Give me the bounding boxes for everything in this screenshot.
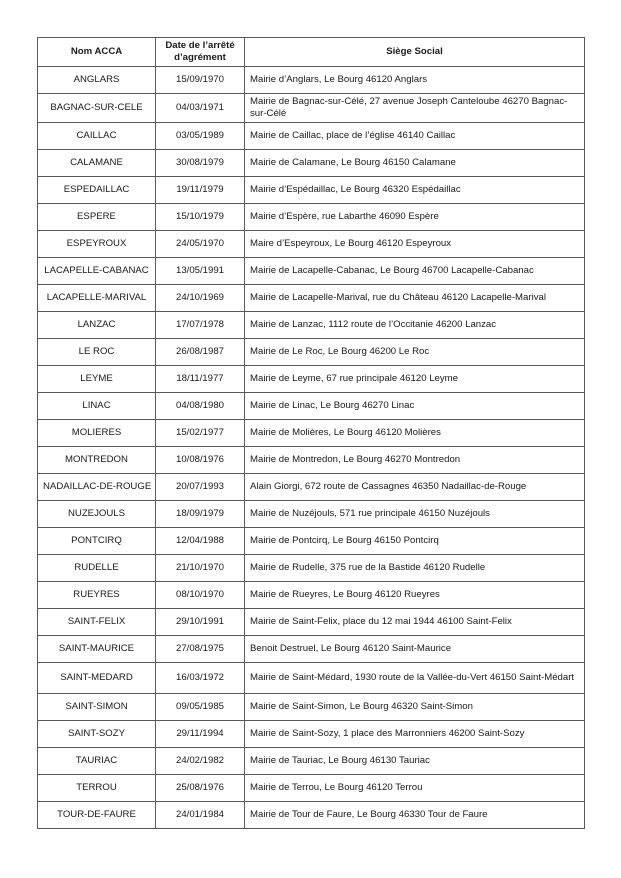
cell-address: Mairie de Calamane, Le Bourg 46150 Calamane	[245, 150, 585, 177]
cell-address: Mairie de Saint-Médard, 1930 route de la Vallée-du-Vert 46150 Saint-Médart	[245, 663, 585, 694]
cell-address: Mairie de Rudelle, 375 rue de la Bastide 46120 Rudelle	[245, 555, 585, 582]
header-siege-social: Siège Social	[245, 38, 585, 67]
cell-address: Mairie de Pontcirq, Le Bourg 46150 Pontcirq	[245, 528, 585, 555]
table-row	[38, 420, 585, 447]
cell-address: Mairie de Saint-Felix, place du 12 mai 1944 46100 Saint-Felix	[245, 609, 585, 636]
cell-date: 04/08/1980	[156, 393, 245, 420]
table-row	[38, 694, 585, 721]
cell-name: TAURIAC	[38, 748, 156, 775]
cell-date: 30/08/1979	[156, 150, 245, 177]
cell-address: Benoit Destruel, Le Bourg 46120 Saint-Maurice	[245, 636, 585, 663]
cell-date: 26/08/1987	[156, 339, 245, 366]
table-row	[38, 555, 585, 582]
cell-date: 16/03/1972	[156, 663, 245, 694]
cell-name: NADAILLAC-DE-ROUGE	[38, 474, 156, 501]
cell-address: Mairie de Lacapelle-Marival, rue du Château 46120 Lacapelle-Marival	[245, 285, 585, 312]
cell-name: LINAC	[38, 393, 156, 420]
table-row	[38, 123, 585, 150]
cell-address: Maire d’Espeyroux, Le Bourg 46120 Espeyroux	[245, 231, 585, 258]
cell-date: 09/05/1985	[156, 694, 245, 721]
table-row	[38, 802, 585, 829]
cell-name: RUDELLE	[38, 555, 156, 582]
cell-date: 15/02/1977	[156, 420, 245, 447]
cell-address: Mairie de Saint-Simon, Le Bourg 46320 Saint-Simon	[245, 694, 585, 721]
acca-table	[37, 37, 585, 829]
cell-address: Mairie de Montredon, Le Bourg 46270 Montredon	[245, 447, 585, 474]
cell-date: 08/10/1970	[156, 582, 245, 609]
cell-date: 20/07/1993	[156, 474, 245, 501]
header-date-arrete: Date de l’arrêté d’agrément	[156, 38, 245, 67]
cell-name: CAILLAC	[38, 123, 156, 150]
table-row	[38, 67, 585, 94]
table-row	[38, 775, 585, 802]
cell-name: TOUR-DE-FAURE	[38, 802, 156, 829]
cell-address: Mairie d’Espère, rue Labarthe 46090 Espère	[245, 204, 585, 231]
cell-date: 21/10/1970	[156, 555, 245, 582]
cell-name: ESPERE	[38, 204, 156, 231]
table-row	[38, 285, 585, 312]
cell-date: 24/01/1984	[156, 802, 245, 829]
cell-name: LANZAC	[38, 312, 156, 339]
table-header-row	[38, 38, 585, 67]
cell-date: 29/11/1994	[156, 721, 245, 748]
table-row	[38, 748, 585, 775]
cell-name: RUEYRES	[38, 582, 156, 609]
cell-name: NUZEJOULS	[38, 501, 156, 528]
cell-date: 24/05/1970	[156, 231, 245, 258]
cell-date: 29/10/1991	[156, 609, 245, 636]
cell-address: Mairie de Saint-Sozy, 1 place des Marronniers 46200 Saint-Sozy	[245, 721, 585, 748]
table-row	[38, 339, 585, 366]
table-row	[38, 94, 585, 123]
cell-name: LACAPELLE-MARIVAL	[38, 285, 156, 312]
cell-name: SAINT-MEDARD	[38, 663, 156, 694]
cell-address: Mairie de Lanzac, 1112 route de l’Occitanie 46200 Lanzac	[245, 312, 585, 339]
cell-date: 12/04/1988	[156, 528, 245, 555]
cell-address: Mairie de Le Roc, Le Bourg 46200 Le Roc	[245, 339, 585, 366]
cell-address: Mairie d’Anglars, Le Bourg 46120 Anglars	[245, 67, 585, 94]
cell-name: ESPEDAILLAC	[38, 177, 156, 204]
cell-name: ANGLARS	[38, 67, 156, 94]
cell-date: 13/05/1991	[156, 258, 245, 285]
cell-name: CALAMANE	[38, 150, 156, 177]
cell-address: Mairie de Linac, Le Bourg 46270 Linac	[245, 393, 585, 420]
cell-address: Alain Giorgi, 672 route de Cassagnes 46350 Nadaillac-de-Rouge	[245, 474, 585, 501]
cell-name: SAINT-SOZY	[38, 721, 156, 748]
cell-date: 18/09/1979	[156, 501, 245, 528]
cell-address: Mairie de Tour de Faure, Le Bourg 46330 Tour de Faure	[245, 802, 585, 829]
table-row	[38, 582, 585, 609]
table-row	[38, 721, 585, 748]
cell-address: Mairie de Bagnac-sur-Célé, 27 avenue Joseph Canteloube 46270 Bagnac-sur-Célé	[245, 94, 585, 123]
table-row	[38, 609, 585, 636]
table-row	[38, 447, 585, 474]
table-body	[38, 67, 585, 829]
cell-date: 03/05/1989	[156, 123, 245, 150]
cell-date: 24/02/1982	[156, 748, 245, 775]
cell-name: MOLIERES	[38, 420, 156, 447]
cell-date: 24/10/1969	[156, 285, 245, 312]
table-row	[38, 312, 585, 339]
table-row	[38, 663, 585, 694]
cell-address: Mairie de Molières, Le Bourg 46120 Molières	[245, 420, 585, 447]
cell-date: 17/07/1978	[156, 312, 245, 339]
table-row	[38, 204, 585, 231]
cell-name: LEYME	[38, 366, 156, 393]
table-row	[38, 474, 585, 501]
cell-name: ESPEYROUX	[38, 231, 156, 258]
table-row	[38, 177, 585, 204]
cell-name: MONTREDON	[38, 447, 156, 474]
cell-name: SAINT-SIMON	[38, 694, 156, 721]
cell-date: 10/08/1976	[156, 447, 245, 474]
header-nom-acca: Nom ACCA	[38, 38, 156, 67]
cell-address: Mairie de Rueyres, Le Bourg 46120 Rueyres	[245, 582, 585, 609]
cell-name: BAGNAC-SUR-CELE	[38, 94, 156, 123]
cell-name: TERROU	[38, 775, 156, 802]
cell-address: Mairie de Tauriac, Le Bourg 46130 Tauriac	[245, 748, 585, 775]
cell-date: 15/10/1979	[156, 204, 245, 231]
table-row	[38, 528, 585, 555]
cell-name: LE ROC	[38, 339, 156, 366]
cell-address: Mairie de Lacapelle-Cabanac, Le Bourg 46700 Lacapelle-Cabanac	[245, 258, 585, 285]
cell-date: 15/09/1970	[156, 67, 245, 94]
table-row	[38, 150, 585, 177]
cell-date: 25/08/1976	[156, 775, 245, 802]
cell-address: Mairie de Caillac, place de l’église 46140 Caillac	[245, 123, 585, 150]
cell-address: Mairie de Terrou, Le Bourg 46120 Terrou	[245, 775, 585, 802]
cell-address: Mairie de Leyme, 67 rue principale 46120 Leyme	[245, 366, 585, 393]
cell-name: SAINT-MAURICE	[38, 636, 156, 663]
cell-name: SAINT-FELIX	[38, 609, 156, 636]
cell-address: Mairie de Nuzéjouls, 571 rue principale 46150 Nuzéjouls	[245, 501, 585, 528]
table-row	[38, 636, 585, 663]
cell-date: 27/08/1975	[156, 636, 245, 663]
table-row	[38, 366, 585, 393]
table-row	[38, 231, 585, 258]
table-row	[38, 501, 585, 528]
cell-date: 19/11/1979	[156, 177, 245, 204]
cell-name: LACAPELLE-CABANAC	[38, 258, 156, 285]
cell-name: PONTCIRQ	[38, 528, 156, 555]
cell-address: Mairie d’Espédaillac, Le Bourg 46320 Espédaillac	[245, 177, 585, 204]
cell-date: 04/03/1971	[156, 94, 245, 123]
table-row	[38, 258, 585, 285]
cell-date: 18/11/1977	[156, 366, 245, 393]
table-row	[38, 393, 585, 420]
